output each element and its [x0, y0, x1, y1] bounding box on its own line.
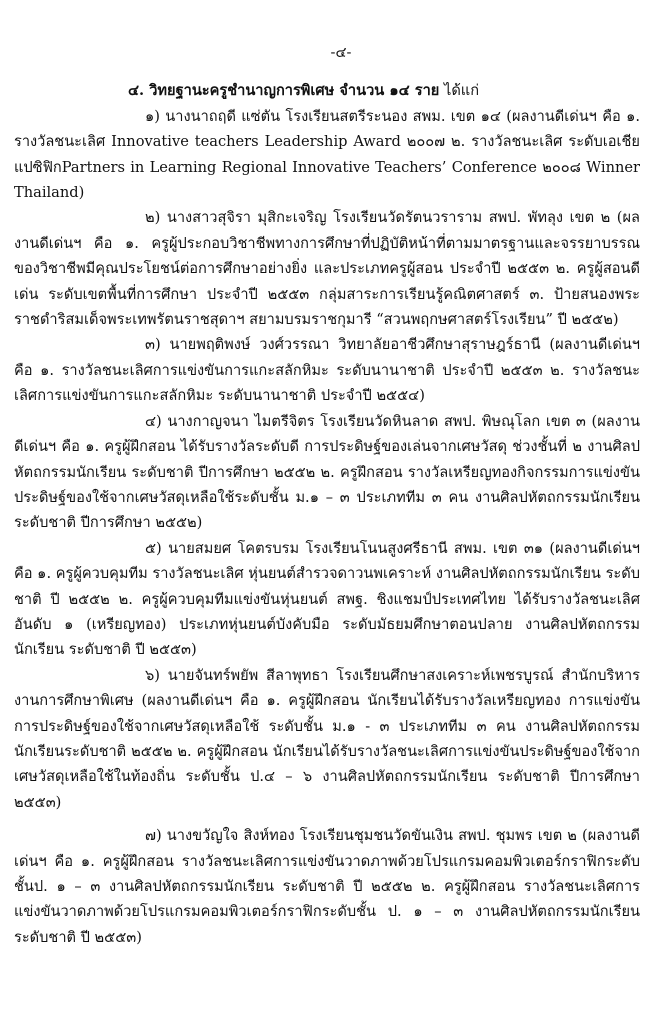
section-heading-suffix: ได้แก่: [439, 82, 480, 100]
list-item-7: ๗) นางขวัญใจ สิงห์ทอง โรงเรียนชุมชนวัดขันเงิน สพป. ชุมพร เขต ๒ (ผลงานดีเด่นฯ คือ ๑. ครูผู้ฝึกสอน รางวัลชนะเลิศการแข่งขันวาดภาพด้วยโปรแกรมคอมพิวเตอร์กราฟิกระดับชั้นป. ๑ – ๓ งานศิลปหัตถกรรมนักเรียน ระดับชาติ ปี ๒๕๕๒ ๒. ครูผู้ฝึกสอน รางวัลชนะเลิศการแข่งขันวาดภาพด้วยโปรแกรมคอมพิวเตอร์กราฟิกระดับชั้น ป. ๑ – ๓ งานศิลปหัตถกรรมนักเรียน ระดับชาติ ปี ๒๕๕๓): [14, 827, 640, 946]
list-item-4: ๔) นางกาญจนา ไมตรีจิตร โรงเรียนวัดหินลาด สพป. พิษณุโลก เขต ๓ (ผลงานดีเด่นฯ คือ ๑. ครูผู้ฝึกสอน ได้รับรางวัลระดับดี การประดิษฐ์ของเล่นจากเศษวัสดุ ช่วงชั้นที่ ๒ งานศิลปหัตถกรรมนักเรียน ระดับชาติ ปีการศึกษา ๒๕๕๒ ๒. ครูฝึกสอน รางวัลเหรียญทองกิจกรรมการแข่งขันประดิษฐ์ของใช้จากเศษวัสดุเหลือใช้ระดับชั้น ม.๑ – ๓ ประเภททีม ๓ คน งานศิลปหัตถกรรมนักเรียนระดับชาติ ปีการศึกษา ๒๕๕๒): [14, 412, 640, 532]
list-item-6: ๖) นายจันทร์พยัพ สีลาพุทธา โรงเรียนศึกษาสงเคราะห์เพชรบูรณ์ สำนักบริหารงานการศึกษาพิเศษ (ผลงานดีเด่นฯ คือ ๑. ครูผู้ฝึกสอน นักเรียนได้รับรางวัลเหรียญทอง การแข่งขันการประดิษฐ์ของใช้จากเศษวัสดุเหลือใช้ ระดับชั้น ม.๑ - ๓ ประเภททีม ๓ คน งานศิลปหัตถกรรมนักเรียนระดับชาติ ๒๕๕๒ ๒. ครูผู้ฝึกสอน นักเรียนได้รับรางวัลชนะเลิศการแข่งขันประดิษฐ์ของใช้จากเศษวัสดุเหลือใช้ในท้องถิ่น ระดับชั้น ป.๔ – ๖ งานศิลปหัตถกรรมนักเรียน ระดับชาติ ปีการศึกษา ๒๕๕๓): [14, 666, 640, 811]
list-item-5: ๕) นายสมยศ โคตรบรม โรงเรียนโนนสูงศรีธานี สพม. เขต ๓๑ (ผลงานดีเด่นฯ คือ ๑. ครูผู้ควบคุมทีม รางวัลชนะเลิศ หุ่นยนต์สำรวจดาวนพเคราะห์ งานศิลปหัตถกรรมนักเรียน ระดับชาติ ปี ๒๕๕๒ ๒. ครูผู้ควบคุมทีมแข่งขันหุ่นยนต์ สพฐ. ชิงแชมป์ประเทศไทย ได้รับรางวัลชนะเลิศอันดับ ๑ (เหรียญทอง) ประเภทหุ่นยนต์บังคับมือ ระดับมัธยมศึกษาตอนปลาย งานศิลปหัตถกรรมนักเรียน ระดับชาติ ปี ๒๕๕๓): [14, 539, 640, 659]
section-heading: [14, 78, 640, 103]
list-item-2: ๒) นางสาวสุจิรา มุสิกะเจริญ โรงเรียนวัดรัตนวราราม สพป. พัทลุง เขต ๒ (ผลงานดีเด่นฯ คือ ๑. ครูผู้ประกอบวิชาชีพทางการศึกษาที่ปฏิบัติหน้าที่ตามมาตรฐานและจรรยาบรรณของวิชาชีพมีคุณประโยชน์ต่อการศึกษาอย่างยิ่ง และประเภทครูผู้สอน ประจำปี ๒๕๕๓ ๒. ครูผู้สอนดีเด่น ระดับเขตพื้นที่การศึกษา ประจำปี ๒๕๕๓ กลุ่มสาระการเรียนรู้คณิตศาสตร์ ๓. ป้ายสนองพระราชดำริสมเด็จพระเทพรัตนราชสุดาฯ สยามบรมราชกุมารี “สวนพฤกษศาสตร์โรงเรียน” ปี ๒๕๕๒): [14, 209, 640, 329]
list-item-1: ๑) นางนาถฤดี แซ่ตัน โรงเรียนสตรีระนอง สพม. เขต ๑๔ (ผลงานดีเด่นฯ คือ ๑. รางวัลชนะเลิศ Innovative teachers Leadership Award ๒๐๐๗ ๒. รางวัลชนะเลิศ ระดับเอเชียแปซิฟิกPartners in Learning Regional Innovative Teachers’ Conference ๒๐๐๘ Winner Thailand): [14, 107, 640, 202]
list-item-3: ๓) นายพฤติพงษ์ วงศ์วรรณา วิทยาลัยอาชีวศึกษาสุราษฎร์ธานี (ผลงานดีเด่นฯ คือ ๑. รางวัลชนะเลิศการแข่งขันการแกะสลักหิมะ ระดับนานาชาติ ประจำปี ๒๕๕๓ ๒. รางวัลชนะเลิศการแข่งขันการแกะสลักหิมะ ระดับนานาชาติ ประจำปี ๒๕๕๔): [14, 336, 640, 405]
section-heading-title: ๔. วิทยฐานะครูชำนาญการพิเศษ จำนวน ๑๔ ราย: [128, 82, 440, 100]
page-number: -๔-: [330, 44, 352, 61]
